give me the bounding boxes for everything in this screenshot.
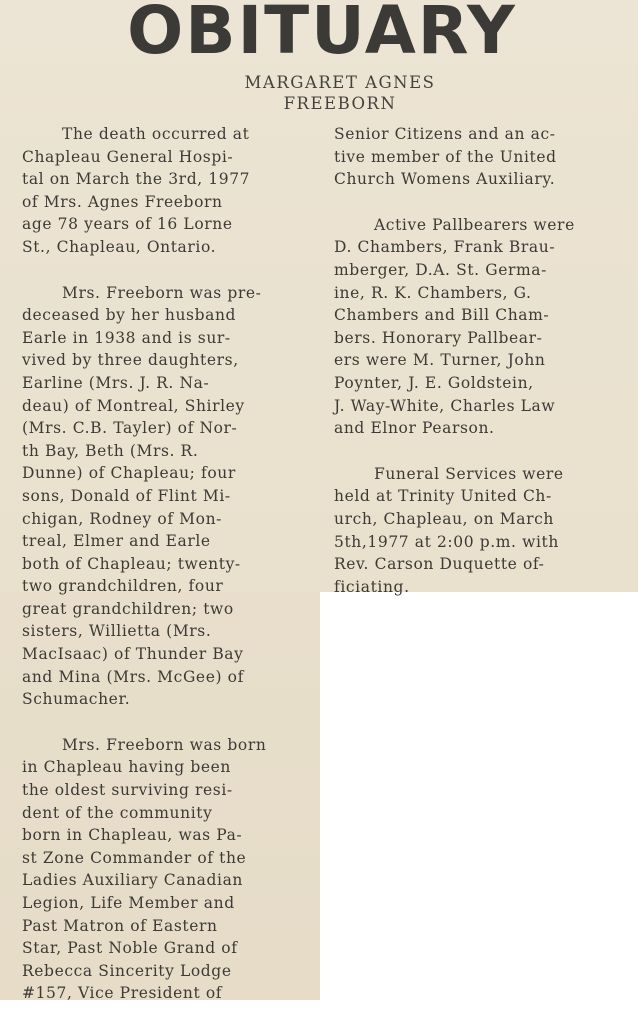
deceased-name-heading xyxy=(170,72,510,114)
text-line: sons, Donald of Flint Mi- xyxy=(22,486,231,505)
text-line: the oldest surviving resi- xyxy=(22,781,233,800)
text-line: tive member of the United xyxy=(334,147,557,166)
right-column-paragraph xyxy=(334,463,626,599)
text-line: Chambers and Bill Cham- xyxy=(334,306,550,325)
text-line: Rev. Carson Duquette of- xyxy=(334,555,545,574)
text-line: St., Chapleau, Ontario. xyxy=(22,237,217,256)
deceased-name-line-2: FREEBORN xyxy=(283,94,397,113)
text-line: Past Matron of Eastern xyxy=(22,916,218,935)
text-line: chigan, Rodney of Mon- xyxy=(22,509,223,528)
text-line: tal on March the 3rd, 1977 xyxy=(22,170,251,189)
text-line: Dunne) of Chapleau; four xyxy=(22,464,236,483)
left-column xyxy=(22,123,314,1028)
text-line: both of Chapleau; twenty- xyxy=(22,554,241,573)
text-line: age 78 years of 16 Lorne xyxy=(22,215,233,234)
text-line: 5th,1977 at 2:00 p.m. with xyxy=(334,532,559,551)
text-line: Church Womens Auxiliary. xyxy=(334,170,556,189)
text-line: Funeral Services were xyxy=(374,464,564,483)
text-line: and Elnor Pearson. xyxy=(334,419,495,438)
text-line: urch, Chapleau, on March xyxy=(334,509,554,528)
text-line: st Zone Commander of the xyxy=(22,848,247,867)
text-line: deau) of Montreal, Shirley xyxy=(22,396,245,415)
text-line: two grandchildren, four xyxy=(22,577,224,596)
text-line: th Bay, Beth (Mrs. R. xyxy=(22,441,199,460)
text-line: of Mrs. Agnes Freeborn xyxy=(22,192,223,211)
text-line: Legion, Life Member and xyxy=(22,894,235,912)
text-line: MacIsaac) of Thunder Bay xyxy=(22,645,244,664)
text-line: sisters, Willietta (Mrs. xyxy=(22,622,212,641)
text-line: Mrs. Freeborn was born xyxy=(62,735,267,754)
text-line: born in Chapleau, was Pa- xyxy=(22,826,243,845)
text-line: mberger, D.A. St. Germa- xyxy=(334,260,547,279)
masthead-title: OBITUARY xyxy=(127,0,517,69)
text-line: deceased by her husband xyxy=(22,306,237,325)
text-line: vived by three daughters, xyxy=(22,351,239,370)
text-line: in Chapleau having been xyxy=(22,758,231,777)
right-column xyxy=(334,123,626,621)
text-line: Senior Citizens and an ac- xyxy=(334,125,556,143)
text-line: Star, Past Noble Grand of xyxy=(22,939,238,958)
text-line: The death occurred at xyxy=(62,125,250,143)
right-column-paragraph xyxy=(334,214,626,440)
deceased-name-line-1: MARGARET AGNES xyxy=(244,73,436,92)
text-line: Earline (Mrs. J. R. Na- xyxy=(22,373,210,392)
text-line: ers were M. Turner, John xyxy=(334,351,546,370)
text-line: D. Chambers, Frank Brau- xyxy=(334,238,556,257)
text-line: J. Way-White, Charles Law xyxy=(334,396,556,415)
text-line: Chapleau General Hospi- xyxy=(22,147,234,166)
left-column-paragraph xyxy=(22,123,314,259)
text-line: Poynter, J. E. Goldstein, xyxy=(334,373,534,392)
text-line: Rebecca Sincerity Lodge xyxy=(22,961,232,980)
clipping-edge xyxy=(638,0,644,592)
text-line: (Mrs. C.B. Tayler) of Nor- xyxy=(22,419,238,438)
text-line: dent of the community xyxy=(22,803,213,822)
text-line: Ladies Auxiliary Canadian xyxy=(22,871,244,890)
text-line: and Mina (Mrs. McGee) of xyxy=(22,667,244,686)
text-line: ine, R. K. Chambers, G. xyxy=(334,283,532,302)
text-line: Earle in 1938 and is sur- xyxy=(22,328,231,347)
text-line: held at Trinity United Ch- xyxy=(334,487,552,506)
left-column-paragraph xyxy=(22,734,314,1005)
text-line: Schumacher. xyxy=(22,690,131,709)
text-line: ficiating. xyxy=(334,577,410,596)
text-line: great grandchildren; two xyxy=(22,599,234,618)
left-column-paragraph xyxy=(22,282,314,711)
text-line: bers. Honorary Pallbear- xyxy=(334,328,543,347)
right-column-paragraph xyxy=(334,123,626,191)
text-line: treal, Elmer and Earle xyxy=(22,532,211,551)
text-line: Active Pallbearers were xyxy=(374,215,575,234)
text-line: Mrs. Freeborn was pre- xyxy=(62,283,262,302)
text-line: #157, Vice President of xyxy=(22,984,223,1003)
